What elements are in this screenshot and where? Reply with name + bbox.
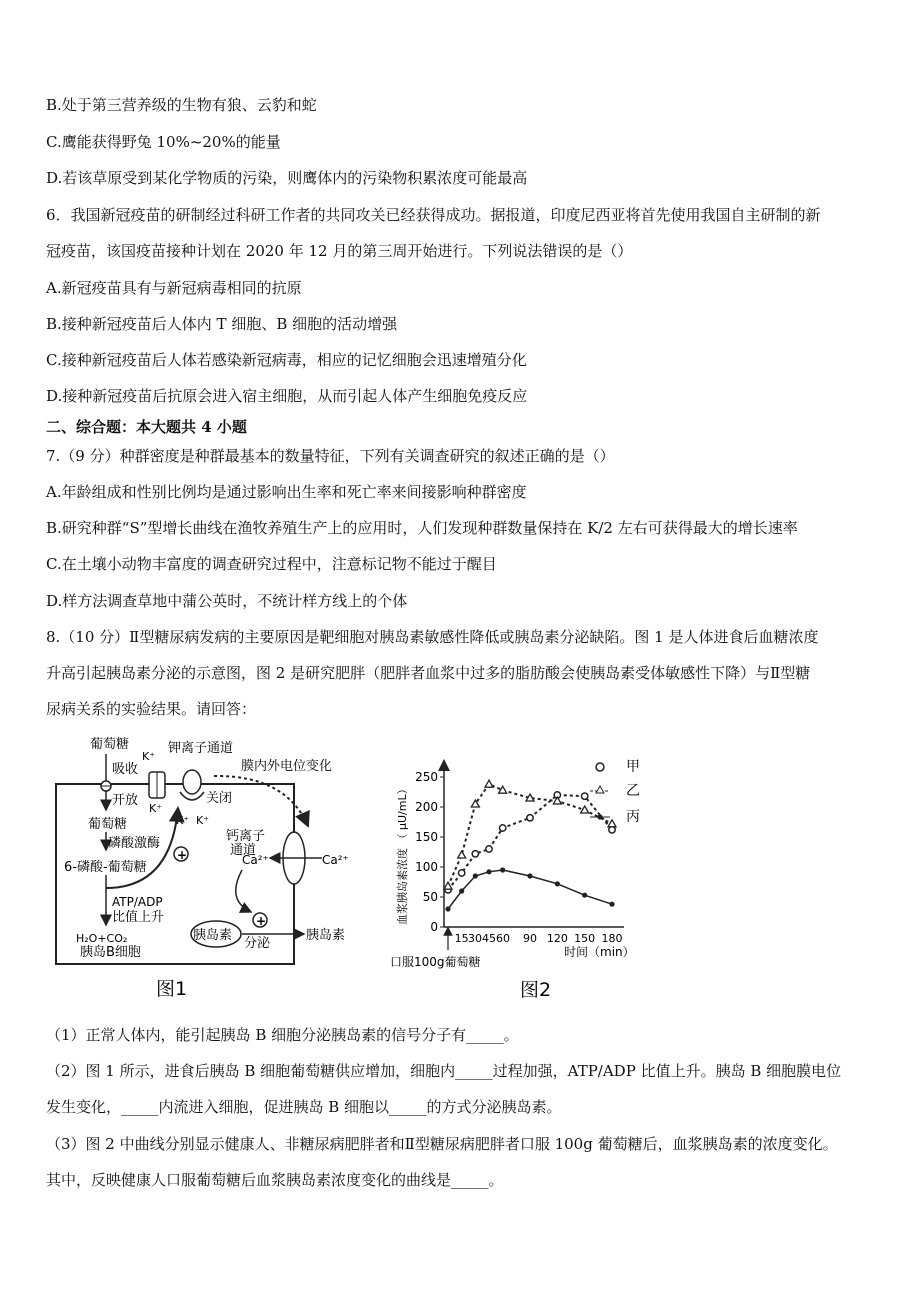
sub-question-1: （1）正常人体内，能引起胰岛 B 细胞分泌胰岛素的信号分子有_____。 [46,1026,519,1044]
data-point [500,867,505,872]
option-6a: A.新冠疫苗具有与新冠病毒相同的抗原 [46,279,302,297]
y-tick-label: 200 [415,800,438,814]
label-open: 开放 [112,793,139,808]
label-absorb: 吸收 [112,762,139,777]
data-point [582,893,587,898]
sub-question-2-line1: （2）图 1 所示，进食后胰岛 B 细胞葡萄糖供应增加，细胞内_____过程加强，ATP/ADP 比值上升。胰岛 B 细胞膜电位 [46,1062,842,1080]
data-point [609,827,615,833]
data-point [608,820,616,827]
option-5d: D.若该草原受到某化学物质的污染，则鹰体内的污染物积累浓度可能最高 [46,169,528,187]
label-enzyme: 磷酸激酶 [108,836,161,851]
label-k3: K⁺ [176,814,190,827]
data-point [581,793,587,799]
label-g6p: 6-磷酸-葡萄糖 [64,860,147,875]
series-group [444,780,616,911]
y-tick-label: 150 [415,830,438,844]
x-tick-label: 15 [454,932,469,945]
data-point [445,906,450,911]
x-ticks [455,932,623,945]
data-point [473,873,478,878]
label-glucose-top: 葡萄糖 [90,737,130,752]
legend [590,759,640,825]
question-6-line1: 6．我国新冠疫苗的研制经过科研工作者的共同攻关已经获得成功。据报道，印度尼西亚将首先使用我国自主研制的新 [46,206,821,224]
label-membrane-change: 膜内外电位变化 [241,759,333,774]
label-ca-channel: 钙离子 [226,829,266,844]
x-tick-label: 120 [546,932,568,945]
label-k2: K⁺ [149,802,163,815]
data-point [458,851,466,858]
y-tick-label: 100 [415,860,438,874]
x-tick-label: 180 [601,932,623,945]
figure-1-diagram [46,730,366,1005]
label-h2o: H₂O+CO₂ [76,932,128,945]
sub-question-3-line1: （3）图 2 中曲线分别显示健康人、非糖尿病肥胖者和Ⅱ型糖尿病肥胖者口服 100g 葡萄糖后，血浆胰岛素的浓度变化。 [46,1135,838,1153]
label-ca-out: Ca²⁺ [322,853,349,867]
x-tick-label: 304560 [468,932,510,945]
data-point [472,851,478,857]
data-point [527,873,532,878]
legend-label: 丙 [626,809,640,825]
legend-marker [597,814,602,819]
label-ca-channel-2: 通道 [230,843,257,858]
x-tick-label: 150 [574,932,596,945]
label-secrete: 分泌 [244,936,271,951]
label-ratio-up: 比值上升 [112,910,165,925]
data-point [499,786,507,793]
data-point [527,815,533,821]
question-7: 7.（9 分）种群密度是种群最基本的数量特征，下列有关调查研究的叙述正确的是（） [46,447,615,465]
data-point [485,780,493,787]
y-tick-label: 50 [422,890,438,904]
data-point [499,825,505,831]
option-5c: C.鹰能获得野兔 10%~20%的能量 [46,133,281,151]
legend-label: 甲 [626,759,640,775]
figure-2-caption: 图2 [520,979,552,1001]
option-6d: D.接种新冠疫苗后抗原会进入宿主细胞，从而引起人体产生细胞免疫反应 [46,387,528,405]
y-axis-label: 血浆胰岛素浓度 （ μU/mL） [396,783,409,925]
figure-2-chart [382,745,662,1005]
question-8-line2: 升高引起胰岛素分泌的示意图，图 2 是研究肥胖（肥胖者血浆中过多的脂肪酸会使胰岛素受体敏感性下降）与Ⅱ型糖 [46,664,811,682]
k-channel-closed-icon [183,770,201,794]
y-ticks [415,770,444,934]
x-tick-label: 90 [523,932,537,945]
plus-sign-2: + [256,914,267,928]
question-8-line1: 8.（10 分）Ⅱ型糖尿病发病的主要原因是靶细胞对胰岛素敏感性降低或胰岛素分泌缺陷。图 1 是人体进食后血糖浓度 [46,628,819,646]
option-6b: B.接种新冠疫苗后人体内 T 细胞、B 细胞的活动增强 [46,315,398,333]
option-7a: A.年龄组成和性别比例均是通过影响出生率和死亡率来间接影响种群密度 [46,483,527,501]
label-insulin-in: 胰岛素 [193,928,233,943]
figure-1-caption: 图1 [156,978,188,1000]
x-note: 口服100g葡萄糖 [390,955,481,969]
question-6-line2: 冠疫苗，该国疫苗接种计划在 2020 年 12 月的第三周开始进行。下列说法错误的是（） [46,242,633,260]
label-atp: ATP/ADP [112,895,163,909]
label-k4: K⁺ [196,814,210,827]
data-point [458,870,464,876]
sub-question-3-line2: 其中，反映健康人口服葡萄糖后血浆胰岛素浓度变化的曲线是_____。 [46,1171,504,1189]
y-tick-label: 0 [430,920,438,934]
label-insulin-out: 胰岛素 [306,928,346,943]
label-closed: 关闭 [206,791,233,806]
plus-sign-1: + [177,848,188,862]
option-7b: B.研究种群“S”型增长曲线在渔牧养殖生产上的应用时，人们发现种群数量保持在 K/2 左右可获得最大的增长速率 [46,519,798,537]
option-6c: C.接种新冠疫苗后人体若感染新冠病毒，相应的记忆细胞会迅速增殖分化 [46,351,527,369]
data-point [459,888,464,893]
legend-label: 乙 [626,783,640,799]
option-5b: B.处于第三营养级的生物有狼、云豹和蛇 [46,96,317,114]
label-ca-in: Ca²⁺ [242,853,269,867]
sub-question-2-line2: 发生变化，_____内流进入细胞，促进胰岛 B 细胞以_____的方式分泌胰岛素。 [46,1098,562,1116]
data-point [486,869,491,874]
label-k1: K⁺ [142,750,156,763]
data-point [444,882,452,889]
label-k-channel: 钾离子通道 [168,741,234,756]
data-point [581,806,589,813]
option-7c: C.在土壤小动物丰富度的调查研究过程中，注意标记物不能过于醒目 [46,555,497,573]
legend-marker [596,763,604,771]
legend-marker [596,786,604,793]
x-axis-label: 时间（min） [564,945,635,959]
option-7d: D.样方法调查草地中蒲公英时，不统计样方线上的个体 [46,592,408,610]
ca-to-secrete-arrow [236,870,251,912]
data-point [555,881,560,886]
data-point [486,846,492,852]
label-glucose-in: 葡萄糖 [88,817,128,832]
data-point [609,902,614,907]
label-cell: 胰岛B细胞 [80,945,141,960]
section-heading: 二、综合题：本大题共 4 小题 [46,418,247,436]
question-8-line3: 尿病关系的实验结果。请回答： [46,700,257,718]
y-tick-label: 250 [415,770,438,784]
